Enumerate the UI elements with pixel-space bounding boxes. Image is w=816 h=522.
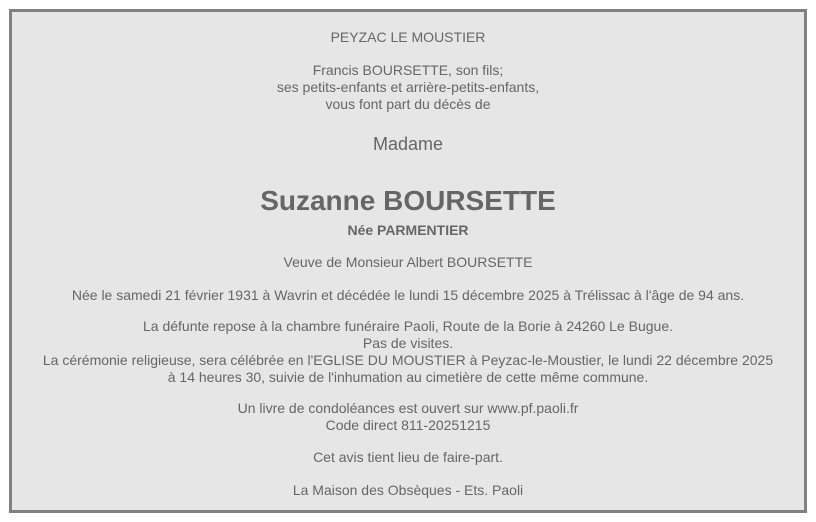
birth-death-line: Née le samedi 21 février 1931 à Wavrin et décédée le lundi 15 décembre 2025 à Trélissac à l'âge de 94 ans. <box>71 287 745 303</box>
ceremony-line-2: à 14 heures 30, suivie de l'inhumation au cimetière de cette même commune. <box>167 369 649 385</box>
notice-line: Cet avis tient lieu de faire-part. <box>313 449 503 465</box>
location-heading: PEYZAC LE MOUSTIER <box>330 29 486 45</box>
obituary-notice <box>9 9 807 513</box>
deceased-name: Suzanne BOURSETTE <box>260 185 556 216</box>
widow-of-line: Veuve de Monsieur Albert BOURSETTE <box>283 254 533 270</box>
visits-line: Pas de visites. <box>362 335 454 351</box>
maiden-name: Née PARMENTIER <box>347 222 469 238</box>
rest-location-line: La défunte repose à la chambre funéraire Paoli, Route de la Borie à 24260 Le Bugue. <box>142 318 674 334</box>
ceremony-line-1: La cérémonie religieuse, sera célébrée en l'EGLISE DU MOUSTIER à Peyzac-le-Moustier, le lundi 22 décembre 2025 <box>42 352 774 368</box>
announcement-line: vous font part du décès de <box>325 96 491 112</box>
funeral-home-line: La Maison des Obsèques - Ets. Paoli <box>292 482 524 498</box>
honorific: Madame <box>372 134 444 154</box>
condolences-line: Un livre de condoléances est ouvert sur www.pf.paoli.fr <box>237 400 579 416</box>
family-line-grandchildren: ses petits-enfants et arrière-petits-enfants, <box>276 79 540 95</box>
family-line-son: Francis BOURSETTE, son fils; <box>312 62 504 78</box>
code-line: Code direct 811-20251215 <box>325 417 491 433</box>
